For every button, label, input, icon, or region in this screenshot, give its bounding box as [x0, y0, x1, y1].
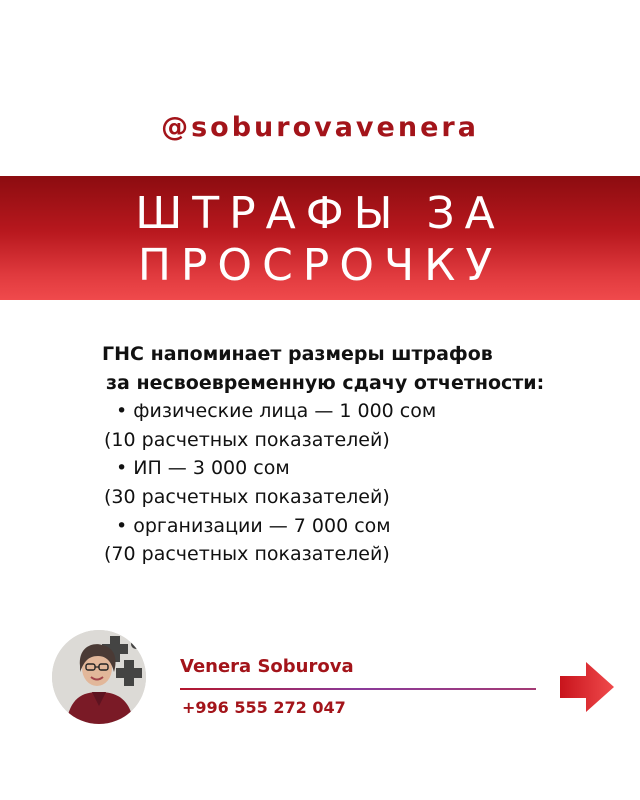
- avatar: [52, 630, 146, 724]
- author-name: Venera Soburova: [180, 656, 354, 677]
- notice-intro-line-1: ГНС напоминает размеры штрафов: [102, 343, 493, 365]
- notice-intro-line-2: за несвоевременную сдачу отчетности:: [106, 371, 545, 394]
- fine-item-organizations: • организации — 7 000 сом: [116, 514, 391, 537]
- fine-item-individuals: • физические лица — 1 000 сом: [116, 400, 437, 423]
- fine-note-individuals: (10 расчетных показателей): [104, 428, 390, 451]
- fine-item-entrepreneurs: • ИП — 3 000 сом: [116, 457, 290, 480]
- phone-number[interactable]: +996 555 272 047: [182, 698, 346, 717]
- fine-note-entrepreneurs: (30 расчетных показателей): [104, 485, 390, 508]
- title-line-1: ШТРАФЫ ЗА: [135, 188, 505, 239]
- instagram-handle[interactable]: @soburovavenera: [161, 112, 479, 143]
- divider: [180, 688, 536, 690]
- fine-note-organizations: (70 расчетных показателей): [104, 543, 390, 566]
- avatar-photo: [52, 630, 146, 724]
- arrow-right-icon[interactable]: [560, 662, 614, 712]
- title-line-2: ПРОСРОЧКУ: [137, 240, 503, 291]
- title-banner: [0, 176, 640, 300]
- fines-notice: [0, 340, 640, 569]
